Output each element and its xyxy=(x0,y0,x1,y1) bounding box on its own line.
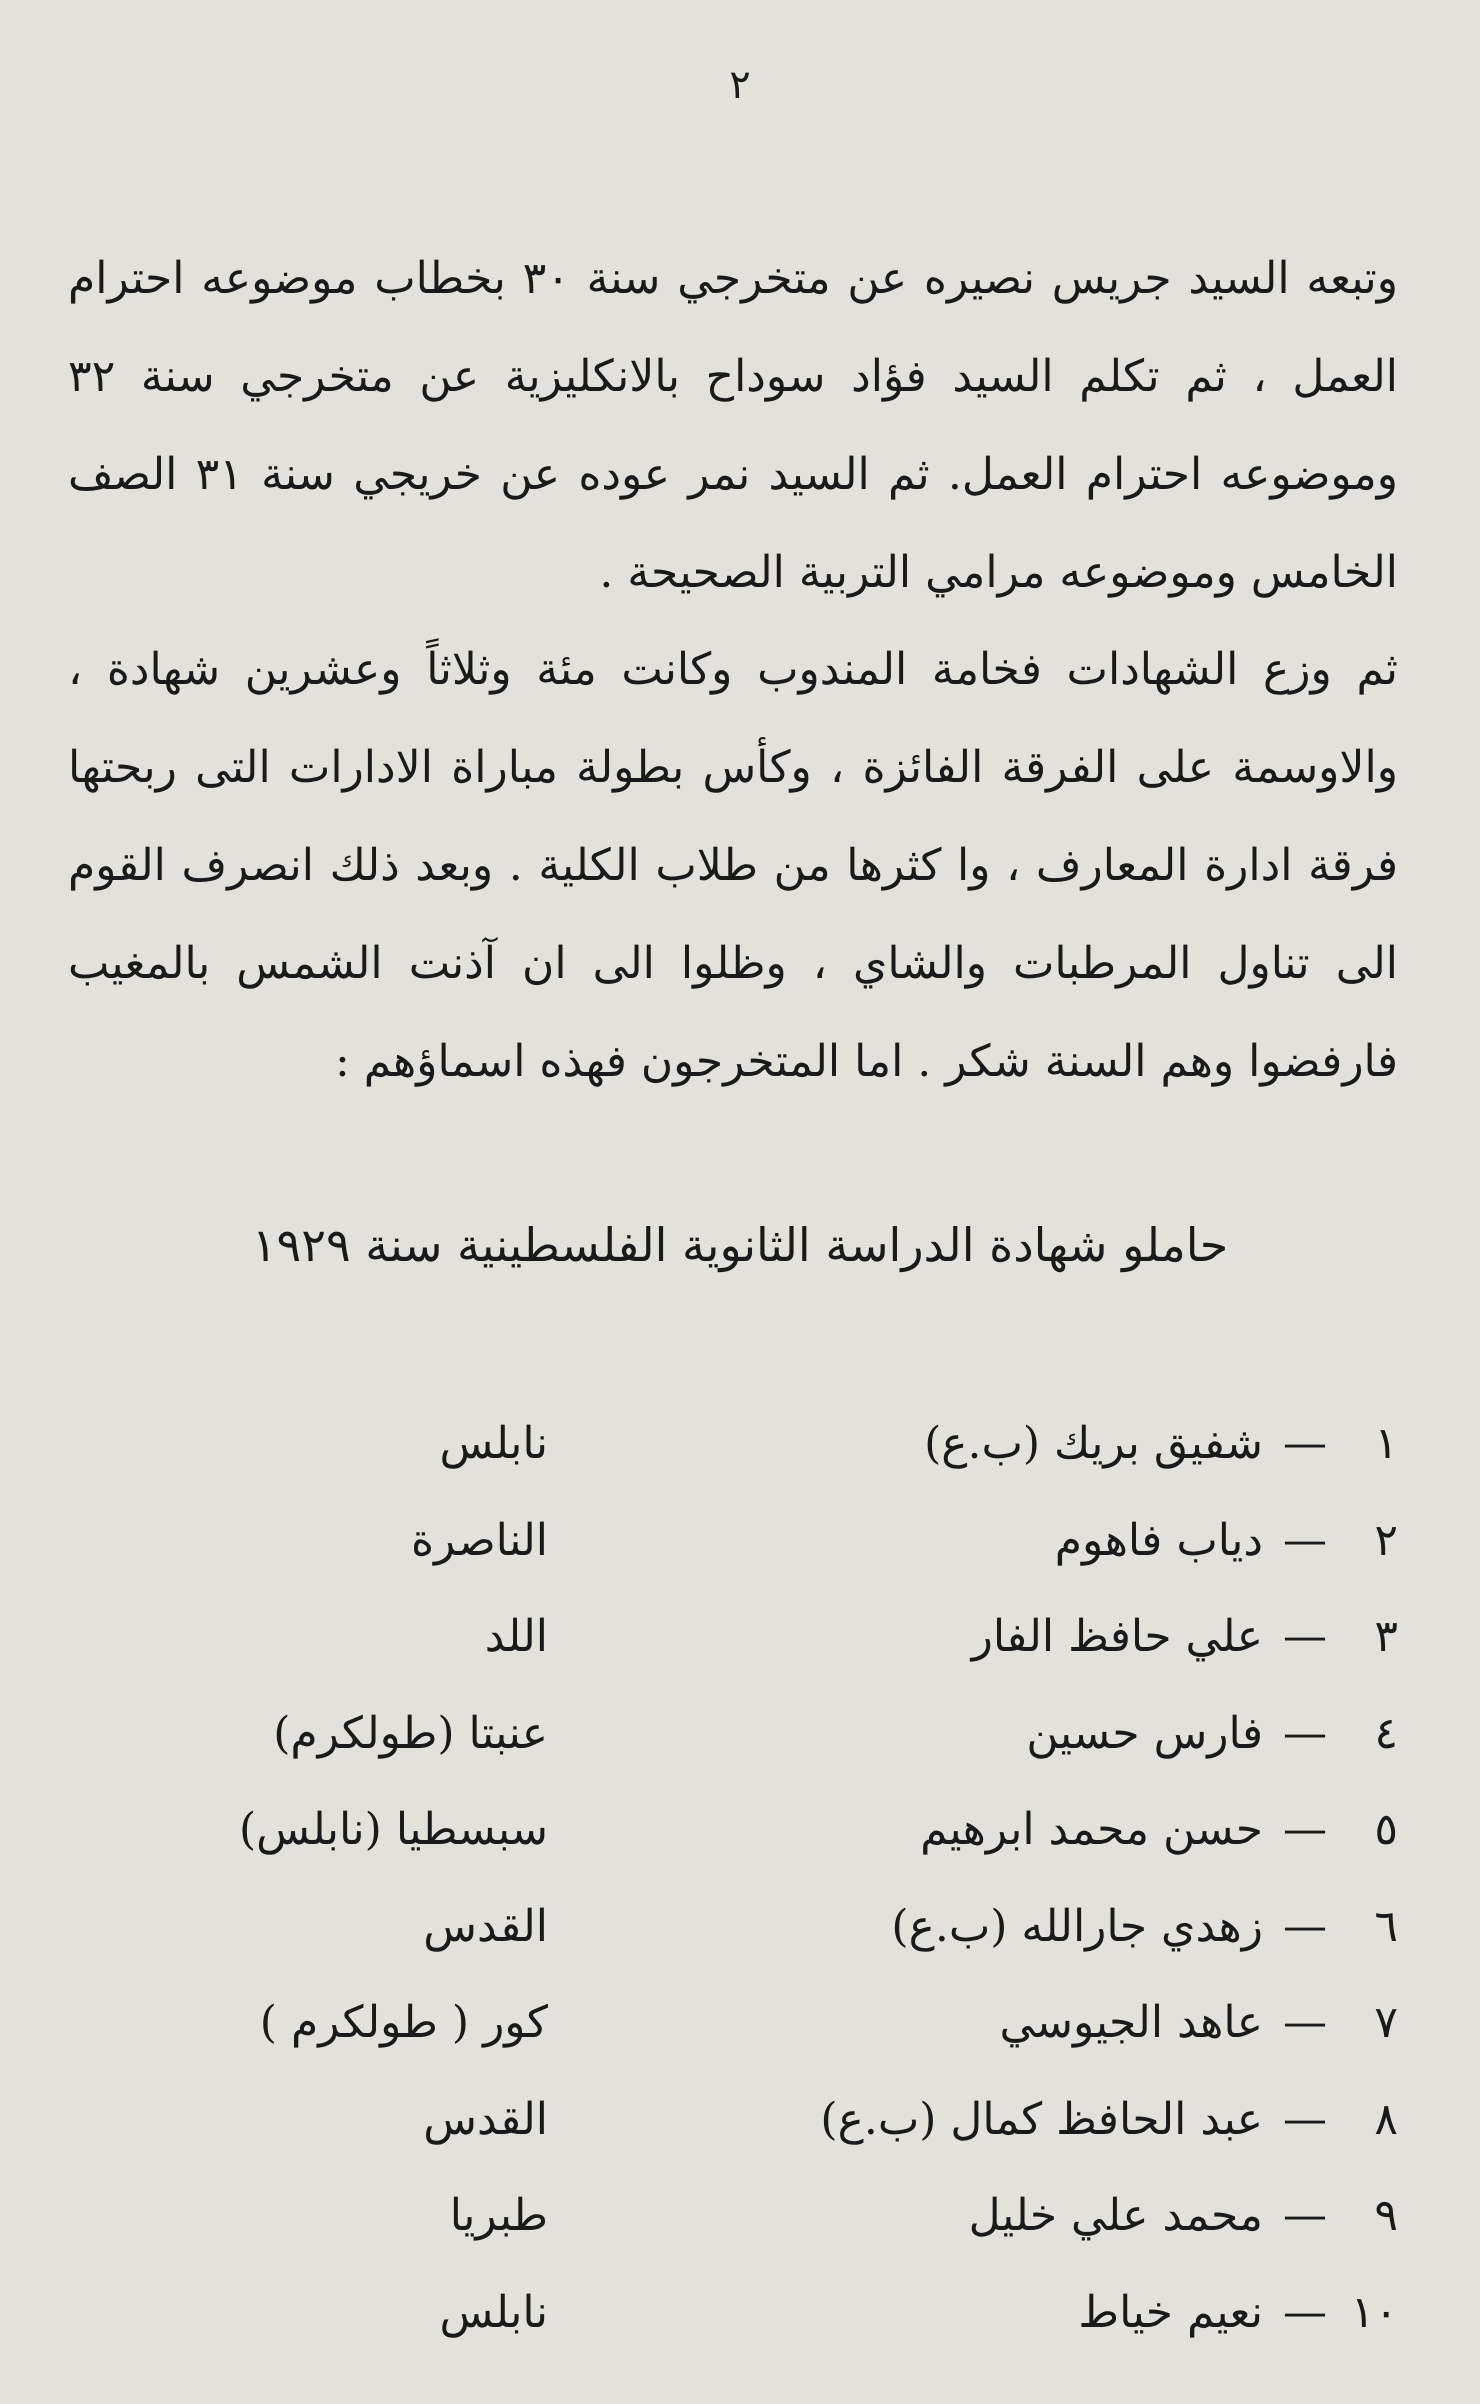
graduate-name: فارس حسين xyxy=(1026,1707,1263,1759)
dash-separator: — xyxy=(1283,1514,1327,1566)
graduate-row xyxy=(68,1408,1398,1505)
graduate-number: ٥ xyxy=(1374,1804,1398,1855)
graduate-name: عبد الحافظ كمال (ب.ع) xyxy=(820,2093,1263,2145)
graduate-number: ٨ xyxy=(1374,2093,1398,2145)
graduate-name: حسن محمد ابرهيم xyxy=(920,1804,1263,1855)
graduate-town: اللد xyxy=(484,1611,548,1662)
graduate-number: ١ xyxy=(1374,1418,1398,1469)
graduate-number: ٧ xyxy=(1374,1997,1398,2048)
graduate-name: زهدي جارالله (ب.ع) xyxy=(891,1900,1263,1952)
graduate-town: كور ( طولكرم ) xyxy=(259,1997,548,2048)
graduate-town: الناصرة xyxy=(410,1514,548,1566)
graduate-name: عاهد الجيوسي xyxy=(999,1997,1263,2048)
dash-separator: — xyxy=(1283,1611,1327,1662)
dash-separator: — xyxy=(1283,1707,1327,1759)
dash-separator: — xyxy=(1283,2190,1327,2241)
dash-separator: — xyxy=(1283,1997,1327,2048)
graduate-name: شفيق بريك (ب.ع) xyxy=(924,1418,1263,1469)
graduate-name: محمد علي خليل xyxy=(968,2190,1263,2241)
graduates-list xyxy=(68,1408,1398,2373)
section-heading: حاملو شهادة الدراسة الثانوية الفلسطينية سنة ١٩٢٩ xyxy=(251,1218,1229,1272)
graduate-row xyxy=(68,2277,1398,2374)
graduate-name: علي حافظ الفار xyxy=(971,1611,1263,1662)
dash-separator: — xyxy=(1283,2286,1327,2338)
graduate-row xyxy=(68,1987,1398,2084)
paragraph-certificates: ثم وزع الشهادات فخامة المندوب وكانت مئة وثلاثاً وعشرين شهادة ، والاوسمة على الفرقة الفائزة ، وكأس بطولة مباراة الادارات التى ربحتها فرقة ادارة المعارف ، وا كثرها من طلاب الكلية . وبعد ذلك انصرف القوم الى تناول المرطبات والشاي ، وظلوا الى ان آذنت الشمس بالمغيب فارفضوا وهم السنة شكر . اما المتخرجون فهذه اسماؤهم : xyxy=(68,644,1399,1087)
graduate-number: ٤ xyxy=(1374,1707,1398,1759)
graduate-row xyxy=(68,1794,1398,1891)
graduate-town: القدس xyxy=(423,1900,548,1952)
graduate-number: ١٠ xyxy=(1350,2286,1398,2338)
graduate-town: طبريا xyxy=(449,2190,548,2241)
graduate-town: سبسطيا (نابلس) xyxy=(238,1804,548,1855)
graduate-number: ٩ xyxy=(1374,2190,1398,2241)
page-number: ٢ xyxy=(729,62,751,108)
graduate-town: نابلس xyxy=(439,1418,548,1469)
graduate-row xyxy=(68,1698,1398,1795)
graduate-town: عنبتا (طولكرم) xyxy=(273,1707,548,1759)
graduate-row xyxy=(68,1891,1398,1988)
graduate-town: القدس xyxy=(423,2093,548,2145)
graduate-town: نابلس xyxy=(439,2286,548,2338)
paragraph-speeches: وتبعه السيد جريس نصيره عن متخرجي سنة ٣٠ بخطاب موضوعه احترام العمل ، ثم تكلم السيد فؤاد سوداح بالانكليزية عن متخرجي سنة ٣٢ وموضوعه احترام العمل. ثم السيد نمر عوده عن خريجي سنة ٣١ الصف الخامس وموضوعه مرامي التربية الصحيحة . xyxy=(68,253,1398,598)
graduate-row xyxy=(68,1601,1398,1698)
dash-separator: — xyxy=(1283,1804,1327,1855)
dash-separator: — xyxy=(1283,2093,1327,2145)
graduate-number: ٦ xyxy=(1374,1900,1398,1952)
graduate-number: ٣ xyxy=(1374,1611,1398,1662)
graduate-row xyxy=(68,2084,1398,2181)
graduate-row xyxy=(68,2180,1398,2277)
dash-separator: — xyxy=(1283,1418,1327,1469)
graduate-row xyxy=(68,1505,1398,1602)
graduate-name: دياب فاهوم xyxy=(1054,1514,1263,1566)
dash-separator: — xyxy=(1283,1900,1327,1952)
graduate-number: ٢ xyxy=(1374,1514,1398,1566)
graduate-name: نعيم خياط xyxy=(1078,2286,1263,2338)
